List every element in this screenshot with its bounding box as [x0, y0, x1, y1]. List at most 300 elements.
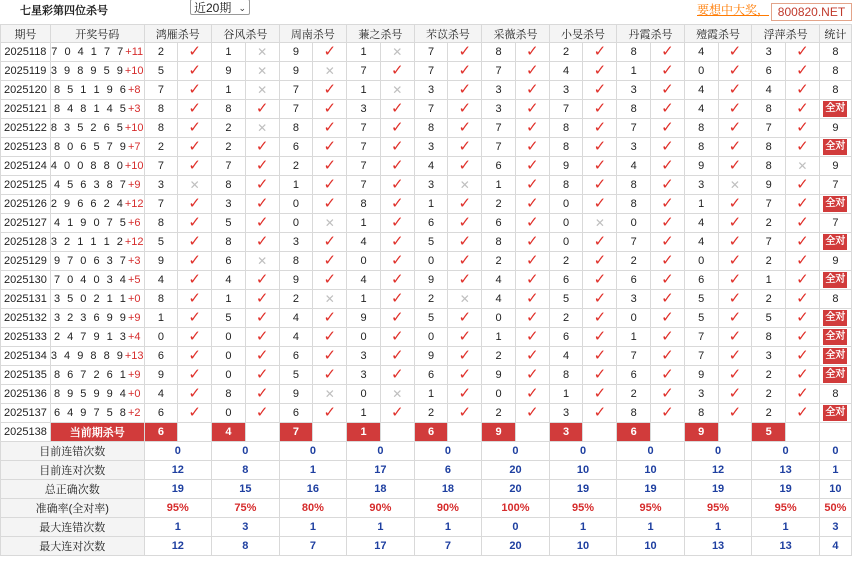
draw-cell — [50, 309, 144, 328]
stat-label: 最大连对次数 — [1, 537, 145, 556]
kill-number: 8 — [684, 119, 718, 138]
kill-number: 7 — [617, 233, 651, 252]
cross-icon: ✕ — [257, 45, 268, 59]
period-cell: 2025120 — [1, 81, 51, 100]
check-icon: ✓ — [796, 81, 809, 98]
kill-number: 1 — [617, 328, 651, 347]
kill-number: 8 — [752, 157, 786, 176]
kill-number: 2 — [279, 290, 313, 309]
check-icon: ✓ — [728, 43, 742, 60]
kill-number: 3 — [279, 233, 313, 252]
kill-number: 2 — [549, 252, 583, 271]
check-icon: ✓ — [593, 252, 607, 269]
total-cell: 7 — [819, 176, 851, 195]
draw-sum: +9 — [127, 179, 141, 191]
check-icon: ✓ — [661, 157, 674, 174]
result-cell — [583, 233, 617, 252]
result-cell — [380, 62, 414, 81]
result-cell — [583, 347, 617, 366]
current-kill-number: 5 — [752, 423, 786, 442]
period-cell: 2025128 — [1, 233, 51, 252]
result-cell — [178, 385, 212, 404]
check-icon: ✓ — [188, 366, 201, 383]
cross-icon: ✕ — [594, 216, 605, 230]
stat-value: 12 — [144, 461, 212, 480]
check-icon: ✓ — [255, 214, 269, 231]
stat-value: 10 — [549, 461, 617, 480]
table-row — [1, 271, 852, 290]
table-row — [1, 43, 852, 62]
check-icon: ✓ — [458, 157, 472, 174]
check-icon: ✓ — [188, 404, 201, 421]
check-icon: ✓ — [526, 252, 539, 269]
kill-number: 8 — [279, 119, 313, 138]
check-icon: ✓ — [458, 81, 472, 98]
check-icon: ✓ — [796, 100, 809, 117]
kill-number: 8 — [144, 214, 178, 233]
period-cell: 2025135 — [1, 366, 51, 385]
draw-digits: 3 9 8 9 5 9 — [50, 65, 125, 77]
kill-number: 0 — [617, 214, 651, 233]
result-cell — [448, 404, 482, 423]
stat-value: 19 — [752, 480, 820, 499]
kill-number: 8 — [549, 119, 583, 138]
result-cell — [313, 100, 347, 119]
kill-number: 1 — [212, 290, 246, 309]
current-kill-number: 6 — [144, 423, 178, 442]
result-cell — [583, 404, 617, 423]
kill-number: 3 — [684, 176, 718, 195]
check-icon: ✓ — [728, 309, 742, 326]
stat-value: 17 — [347, 537, 415, 556]
check-icon: ✓ — [661, 43, 674, 60]
result-cell — [448, 214, 482, 233]
result-cell — [313, 176, 347, 195]
current-total-blank — [819, 423, 851, 442]
check-icon: ✓ — [526, 233, 539, 250]
stat-value: 0 — [144, 442, 212, 461]
result-cell — [380, 385, 414, 404]
stat-value: 1 — [279, 461, 347, 480]
result-cell — [178, 157, 212, 176]
result-cell — [515, 347, 549, 366]
table-row — [1, 290, 852, 309]
cross-icon: ✕ — [257, 64, 268, 78]
result-cell — [583, 157, 617, 176]
stat-total: 3 — [819, 518, 851, 537]
stat-value: 16 — [279, 480, 347, 499]
kill-number: 9 — [684, 157, 718, 176]
stat-value: 8 — [212, 461, 280, 480]
kill-number: 8 — [684, 404, 718, 423]
result-cell — [380, 176, 414, 195]
kill-number: 0 — [144, 328, 178, 347]
expert-header: 浮萍杀号 — [752, 25, 820, 43]
kill-number: 2 — [212, 119, 246, 138]
result-cell — [651, 328, 685, 347]
kill-number: 0 — [414, 328, 448, 347]
all-correct-badge: 全对 — [823, 196, 847, 212]
result-cell — [718, 309, 752, 328]
draw-cell — [50, 233, 144, 252]
result-cell — [380, 100, 414, 119]
kill-number: 0 — [347, 328, 381, 347]
result-cell — [786, 328, 820, 347]
kill-number: 9 — [414, 271, 448, 290]
kill-number: 6 — [617, 271, 651, 290]
kill-number: 7 — [414, 100, 448, 119]
kill-number: 8 — [549, 138, 583, 157]
period-cell: 2025131 — [1, 290, 51, 309]
stat-value: 20 — [482, 537, 550, 556]
check-icon: ✓ — [661, 214, 674, 231]
result-cell — [380, 43, 414, 62]
expert-header: 殪霞杀号 — [684, 25, 752, 43]
result-cell — [718, 347, 752, 366]
draw-sum: +13 — [124, 350, 144, 362]
result-cell — [718, 404, 752, 423]
kill-number: 4 — [212, 271, 246, 290]
stat-value: 95% — [549, 499, 617, 518]
stat-value: 75% — [212, 499, 280, 518]
check-icon: ✓ — [458, 347, 472, 364]
result-cell — [583, 328, 617, 347]
check-icon: ✓ — [728, 271, 742, 288]
stat-value: 13 — [752, 461, 820, 480]
kill-number: 4 — [144, 385, 178, 404]
stat-value: 10 — [617, 537, 685, 556]
result-cell — [786, 214, 820, 233]
result-cell — [515, 100, 549, 119]
kill-number: 6 — [414, 214, 448, 233]
all-correct-badge: 全对 — [823, 101, 847, 117]
result-cell — [380, 233, 414, 252]
result-cell — [515, 309, 549, 328]
result-cell — [718, 290, 752, 309]
check-icon: ✓ — [526, 138, 539, 155]
kill-number: 5 — [414, 309, 448, 328]
check-icon: ✓ — [796, 233, 809, 250]
kill-number: 7 — [347, 176, 381, 195]
result-cell — [313, 328, 347, 347]
check-icon: ✓ — [323, 271, 337, 288]
kill-number: 8 — [617, 404, 651, 423]
draw-cell — [50, 100, 144, 119]
kill-number: 4 — [482, 290, 516, 309]
result-cell — [245, 328, 279, 347]
check-icon: ✓ — [390, 62, 404, 79]
check-icon: ✓ — [526, 328, 539, 345]
result-cell — [583, 252, 617, 271]
kill-number: 9 — [144, 252, 178, 271]
check-icon: ✓ — [188, 138, 201, 155]
kill-number: 7 — [482, 119, 516, 138]
table-row — [1, 100, 852, 119]
check-icon: ✓ — [255, 176, 269, 193]
draw-digits: 2 4 7 9 1 3 — [53, 331, 128, 343]
period-header: 期号 — [1, 25, 51, 43]
table-row — [1, 366, 852, 385]
cross-icon: ✕ — [324, 292, 335, 306]
kill-number: 1 — [549, 385, 583, 404]
check-icon: ✓ — [593, 385, 607, 402]
result-cell — [313, 214, 347, 233]
stat-value: 19 — [549, 480, 617, 499]
check-icon: ✓ — [593, 290, 607, 307]
result-cell — [448, 328, 482, 347]
kill-number: 7 — [347, 138, 381, 157]
header-row — [1, 25, 852, 43]
result-cell — [786, 100, 820, 119]
kill-number: 7 — [752, 119, 786, 138]
total-cell: 8 — [819, 385, 851, 404]
current-blank — [380, 423, 414, 442]
kill-number: 3 — [617, 290, 651, 309]
expert-header: 采薇杀号 — [482, 25, 550, 43]
total-cell — [819, 138, 851, 157]
kill-number: 4 — [684, 81, 718, 100]
result-cell — [786, 119, 820, 138]
result-cell — [786, 157, 820, 176]
cross-icon: ✕ — [324, 64, 335, 78]
period-cell: 2025125 — [1, 176, 51, 195]
result-cell — [313, 233, 347, 252]
result-cell — [786, 138, 820, 157]
kill-number: 2 — [482, 252, 516, 271]
kill-number: 5 — [684, 290, 718, 309]
result-cell — [651, 138, 685, 157]
current-blank — [448, 423, 482, 442]
draw-cell — [50, 366, 144, 385]
result-cell — [245, 157, 279, 176]
kill-number: 5 — [549, 290, 583, 309]
stat-total: 0 — [819, 442, 851, 461]
check-icon: ✓ — [728, 290, 742, 307]
ad-link[interactable]: 要想中大奖， — [697, 3, 770, 17]
check-icon: ✓ — [593, 404, 607, 421]
kill-number: 0 — [414, 252, 448, 271]
result-cell — [515, 119, 549, 138]
stat-label: 最大连错次数 — [1, 518, 145, 537]
check-icon: ✓ — [593, 309, 607, 326]
table-row — [1, 157, 852, 176]
check-icon: ✓ — [526, 195, 539, 212]
stat-value: 17 — [347, 461, 415, 480]
check-icon: ✓ — [593, 119, 607, 136]
draw-digits: 3 4 9 8 8 9 — [50, 350, 125, 362]
cross-icon: ✕ — [324, 216, 335, 230]
check-icon: ✓ — [728, 138, 742, 155]
result-cell — [313, 119, 347, 138]
check-icon: ✓ — [323, 119, 337, 136]
check-icon: ✓ — [188, 214, 201, 231]
result-cell — [651, 62, 685, 81]
draw-sum: +11 — [125, 46, 144, 58]
kill-number: 6 — [549, 271, 583, 290]
result-cell — [515, 233, 549, 252]
kill-number: 2 — [752, 252, 786, 271]
current-row — [1, 423, 852, 442]
draw-sum: +8 — [127, 84, 141, 96]
current-blank — [515, 423, 549, 442]
all-correct-badge: 全对 — [823, 234, 847, 250]
result-cell — [313, 62, 347, 81]
stat-total: 1 — [819, 461, 851, 480]
result-cell — [448, 271, 482, 290]
check-icon: ✓ — [796, 309, 809, 326]
kill-number: 4 — [684, 233, 718, 252]
cross-icon: ✕ — [729, 178, 740, 192]
table-row — [1, 195, 852, 214]
result-cell — [313, 157, 347, 176]
kill-number: 3 — [347, 100, 381, 119]
kill-number: 8 — [617, 195, 651, 214]
check-icon: ✓ — [593, 138, 607, 155]
kill-number: 0 — [549, 214, 583, 233]
stat-value: 95% — [752, 499, 820, 518]
kill-number: 3 — [347, 366, 381, 385]
draw-sum: +10 — [124, 122, 144, 134]
result-cell — [448, 138, 482, 157]
kill-number: 1 — [347, 290, 381, 309]
expert-header: 丹霞杀号 — [617, 25, 685, 43]
total-cell: 8 — [819, 62, 851, 81]
kill-number: 9 — [414, 347, 448, 366]
total-cell — [819, 271, 851, 290]
period-cell: 2025138 — [1, 423, 51, 442]
result-cell — [718, 81, 752, 100]
stat-value: 0 — [212, 442, 280, 461]
cross-icon: ✕ — [392, 45, 403, 59]
kill-number: 2 — [144, 138, 178, 157]
total-cell: 8 — [819, 81, 851, 100]
check-icon: ✓ — [796, 138, 809, 155]
current-blank — [313, 423, 347, 442]
stat-value: 20 — [482, 480, 550, 499]
total-cell: 9 — [819, 119, 851, 138]
result-cell — [786, 366, 820, 385]
draw-sum: +2 — [127, 407, 141, 419]
kill-number: 4 — [684, 100, 718, 119]
period-cell: 2025130 — [1, 271, 51, 290]
kill-number: 6 — [144, 404, 178, 423]
result-cell — [786, 43, 820, 62]
check-icon: ✓ — [796, 404, 809, 421]
kill-number: 7 — [279, 81, 313, 100]
range-select[interactable] — [190, 0, 250, 15]
result-cell — [651, 252, 685, 271]
stat-value: 0 — [347, 442, 415, 461]
period-cell: 2025124 — [1, 157, 51, 176]
check-icon: ✓ — [526, 100, 539, 117]
kill-number: 7 — [482, 138, 516, 157]
draw-digits: 3 2 1 1 1 2 — [50, 236, 125, 248]
kill-number: 0 — [482, 309, 516, 328]
result-cell — [178, 233, 212, 252]
check-icon: ✓ — [796, 328, 809, 345]
kill-number: 7 — [414, 43, 448, 62]
kill-number: 9 — [279, 43, 313, 62]
result-cell — [313, 81, 347, 100]
check-icon: ✓ — [796, 366, 809, 383]
stat-row — [1, 518, 852, 537]
kill-number: 0 — [617, 309, 651, 328]
kill-number: 8 — [549, 176, 583, 195]
check-icon: ✓ — [390, 347, 404, 364]
check-icon: ✓ — [458, 309, 472, 326]
draw-digits: 3 5 0 2 1 1 — [53, 293, 128, 305]
check-icon: ✓ — [188, 233, 201, 250]
check-icon: ✓ — [188, 195, 201, 212]
draw-digits: 3 2 3 6 9 9 — [53, 312, 128, 324]
result-cell — [786, 271, 820, 290]
result-cell — [313, 290, 347, 309]
check-icon: ✓ — [458, 100, 472, 117]
check-icon: ✓ — [188, 62, 201, 79]
check-icon: ✓ — [593, 100, 607, 117]
result-cell — [245, 252, 279, 271]
current-blank — [178, 423, 212, 442]
kill-number: 2 — [549, 43, 583, 62]
check-icon: ✓ — [593, 176, 607, 193]
kill-number: 6 — [279, 138, 313, 157]
kill-number: 0 — [549, 195, 583, 214]
period-cell: 2025118 — [1, 43, 51, 62]
check-icon: ✓ — [323, 195, 337, 212]
check-icon: ✓ — [390, 157, 404, 174]
stat-value: 0 — [752, 442, 820, 461]
kill-number: 9 — [212, 62, 246, 81]
check-icon: ✓ — [526, 176, 539, 193]
kill-number: 8 — [212, 385, 246, 404]
kill-number: 2 — [617, 385, 651, 404]
kill-number: 3 — [414, 138, 448, 157]
check-icon: ✓ — [796, 385, 809, 402]
kill-number: 8 — [482, 43, 516, 62]
draw-cell — [50, 252, 144, 271]
check-icon: ✓ — [526, 43, 539, 60]
draw-cell — [50, 290, 144, 309]
check-icon: ✓ — [593, 43, 607, 60]
stat-value: 0 — [684, 442, 752, 461]
result-cell — [448, 157, 482, 176]
check-icon: ✓ — [323, 404, 337, 421]
draw-cell — [50, 214, 144, 233]
kill-number: 2 — [144, 43, 178, 62]
table-row — [1, 81, 852, 100]
check-icon: ✓ — [255, 366, 269, 383]
kill-number: 2 — [752, 290, 786, 309]
check-icon: ✓ — [255, 233, 269, 250]
check-icon: ✓ — [526, 214, 539, 231]
check-icon: ✓ — [796, 195, 809, 212]
kill-number: 1 — [144, 309, 178, 328]
draw-cell — [50, 328, 144, 347]
check-icon: ✓ — [661, 328, 674, 345]
kill-number: 1 — [414, 195, 448, 214]
draw-sum: +10 — [124, 160, 144, 172]
check-icon: ✓ — [728, 366, 742, 383]
stat-value: 10 — [549, 537, 617, 556]
stat-value: 6 — [414, 461, 482, 480]
result-cell — [245, 233, 279, 252]
kill-number: 4 — [549, 62, 583, 81]
check-icon: ✓ — [188, 385, 201, 402]
cross-icon: ✕ — [392, 83, 403, 97]
draw-sum: +5 — [127, 274, 141, 286]
stat-row — [1, 461, 852, 480]
table-row — [1, 328, 852, 347]
